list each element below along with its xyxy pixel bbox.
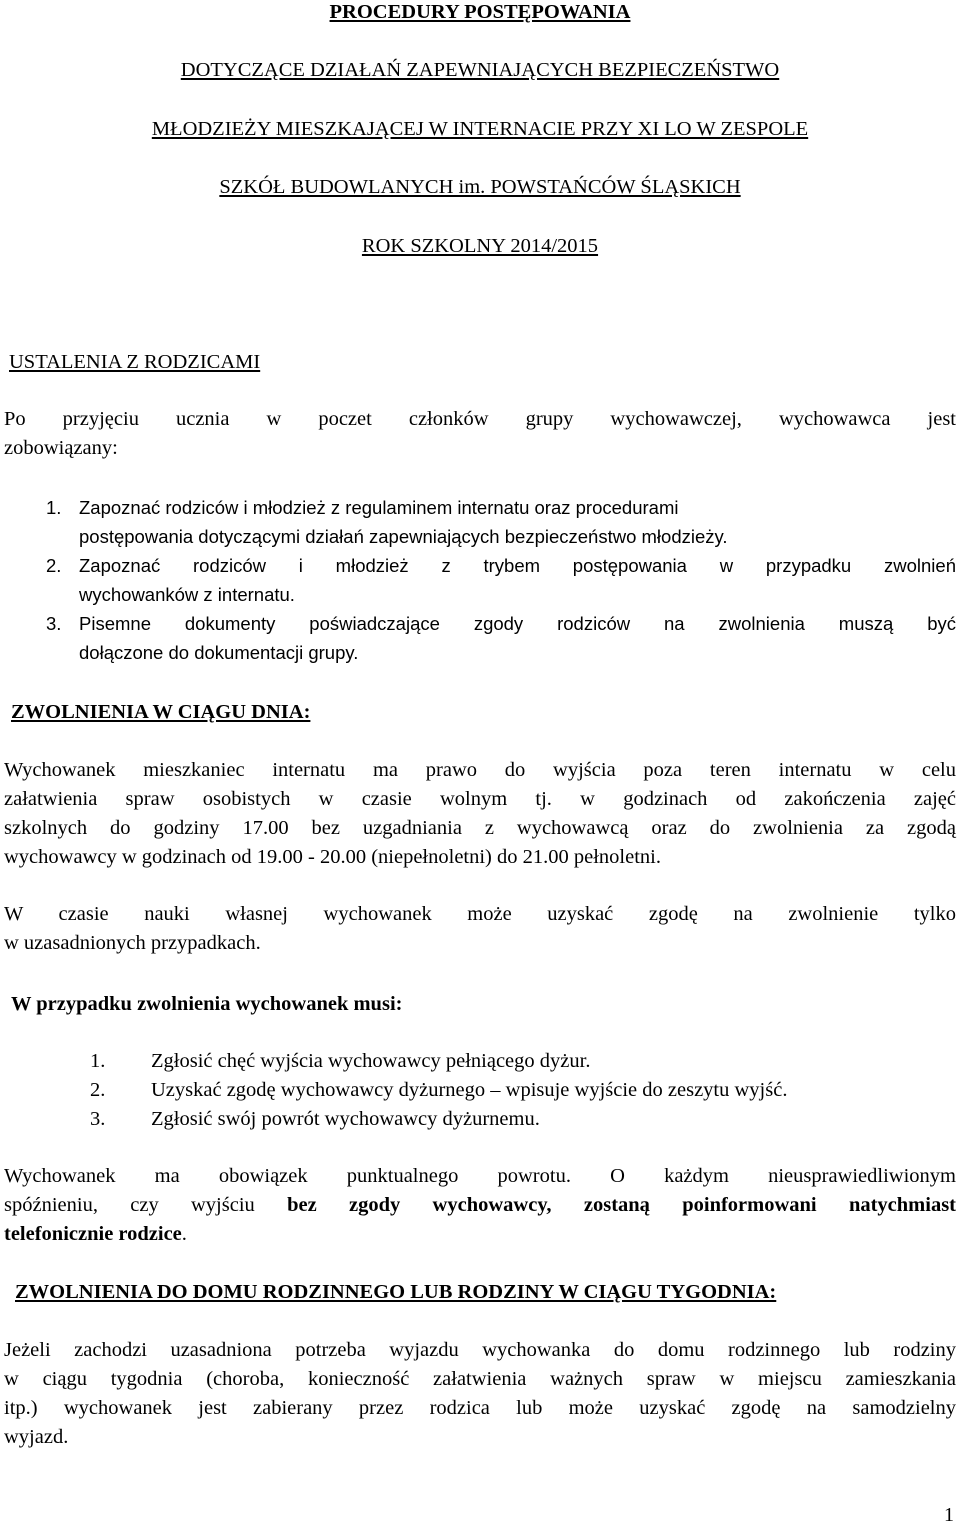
section2-steps — [90, 1047, 950, 1134]
step-item — [90, 1105, 950, 1134]
list-item-line: Pisemne dokumenty poświadczające zgody rodziców na zwolnienia muszą być — [79, 613, 956, 634]
step-number: 3. — [90, 1108, 106, 1130]
paragraph-text: . — [181, 1223, 187, 1245]
step-number: 2. — [90, 1079, 106, 1101]
paragraph-line — [4, 1220, 956, 1249]
paragraph-line: Wychowanek ma obowiązek punktualnego powrotu. O każdym nieusprawiedliwionym — [4, 1165, 956, 1187]
list-item-line: Zapoznać rodziców i młodzież z regulaminem internatu oraz procedurami — [79, 497, 679, 518]
section2-para3 — [4, 1162, 956, 1249]
section2-subheading: W przypadku zwolnienia wychowanek musi: — [11, 993, 403, 1015]
paragraph-line: Jeżeli zachodzi uzasadniona potrzeba wyjazdu wychowanka do domu rodzinnego lub rodziny — [4, 1339, 956, 1361]
paragraph-line: szkolnych do godziny 17.00 bez uzgadniania z wychowawcą oraz do zwolnienia za zgodą — [4, 817, 956, 839]
doc-title-line-1: PROCEDURY POSTĘPOWANIA — [329, 1, 631, 23]
section2-para1 — [4, 756, 956, 872]
intro-line: Po przyjęciu ucznia w poczet członków grupy wychowawczej, wychowawca jest — [4, 408, 956, 430]
section2-para2 — [4, 900, 956, 958]
list-item — [46, 551, 956, 609]
section3-para — [4, 1336, 956, 1452]
doc-title-line-3: MŁODZIEŻY MIESZKAJĄCEJ W INTERNACIE PRZY XI LO W ZESPOLE — [151, 118, 809, 140]
paragraph-bold-text: bez zgody wychowawcy, zostaną poinformowani natychmiast — [287, 1194, 956, 1216]
list-item — [46, 493, 956, 551]
paragraph-line: wychowawcy w godzinach od 19.00 - 20.00 (niepełnoletni) do 21.00 pełnoletni. — [4, 846, 661, 868]
list-number: 1. — [46, 497, 62, 518]
paragraph-line: w uzasadnionych przypadkach. — [4, 932, 261, 954]
list-number: 3. — [46, 613, 62, 634]
step-text: Zgłosić chęć wyjścia wychowawcy pełniącego dyżur. — [151, 1050, 591, 1072]
list-item — [46, 609, 956, 667]
paragraph-text: spóźnieniu, czy wyjściu — [4, 1194, 288, 1216]
list-item-line: postępowania dotyczącymi działań zapewniających bezpieczeństwo młodzieży. — [79, 526, 728, 547]
list-number: 2. — [46, 555, 62, 576]
paragraph-line — [4, 1191, 956, 1220]
section-heading-zwolnienia-dnia: ZWOLNIENIA W CIĄGU DNIA: — [11, 701, 311, 723]
list-item-line: wychowanków z internatu. — [79, 584, 295, 605]
section1-list — [46, 493, 956, 667]
paragraph-bold-text: telefonicznie rodzice — [4, 1223, 182, 1245]
paragraph-line: załatwienia spraw osobistych w czasie wolnym tj. w godzinach od zakończenia zajęć — [4, 788, 956, 810]
step-item — [90, 1076, 950, 1105]
list-item-line: dołączone do dokumentacji grupy. — [79, 642, 359, 663]
step-text: Zgłosić swój powrót wychowawcy dyżurnemu. — [151, 1108, 540, 1130]
paragraph-line: wyjazd. — [4, 1426, 69, 1448]
paragraph-line: w ciągu tygodnia (choroba, konieczność załatwienia ważnych spraw w miejscu zamieszkania — [4, 1368, 956, 1390]
step-number: 1. — [90, 1050, 106, 1072]
doc-title-line-2: DOTYCZĄCE DZIAŁAŃ ZAPEWNIAJĄCYCH BEZPIECZEŃSTWO — [180, 59, 780, 81]
doc-title-line-5: ROK SZKOLNY 2014/2015 — [361, 235, 599, 257]
doc-title-line-4: SZKÓŁ BUDOWLANYCH im. POWSTAŃCÓW ŚLĄSKICH — [219, 176, 741, 198]
section-heading-zwolnienia-tygodnia: ZWOLNIENIA DO DOMU RODZINNEGO LUB RODZINY W CIĄGU TYGODNIA: — [15, 1281, 777, 1303]
paragraph-line: itp.) wychowanek jest zabierany przez rodzica lub może uzyskać zgodę na samodzielny — [4, 1397, 956, 1419]
paragraph-line: Wychowanek mieszkaniec internatu ma prawo do wyjścia poza teren internatu w celu — [4, 759, 956, 781]
paragraph-line: W czasie nauki własnej wychowanek może uzyskać zgodę na zwolnienie tylko — [4, 903, 956, 925]
list-item-line: Zapoznać rodziców i młodzież z trybem postępowania w przypadku zwolnień — [79, 555, 956, 576]
step-text: Uzyskać zgodę wychowawcy dyżurnego – wpisuje wyjście do zeszytu wyjść. — [151, 1079, 788, 1101]
section1-intro — [4, 405, 956, 463]
step-item — [90, 1047, 950, 1076]
page-number: 1 — [944, 1504, 954, 1526]
intro-line: zobowiązany: — [4, 437, 118, 459]
section-heading-ustalenia: USTALENIA Z RODZICAMI — [9, 351, 261, 373]
